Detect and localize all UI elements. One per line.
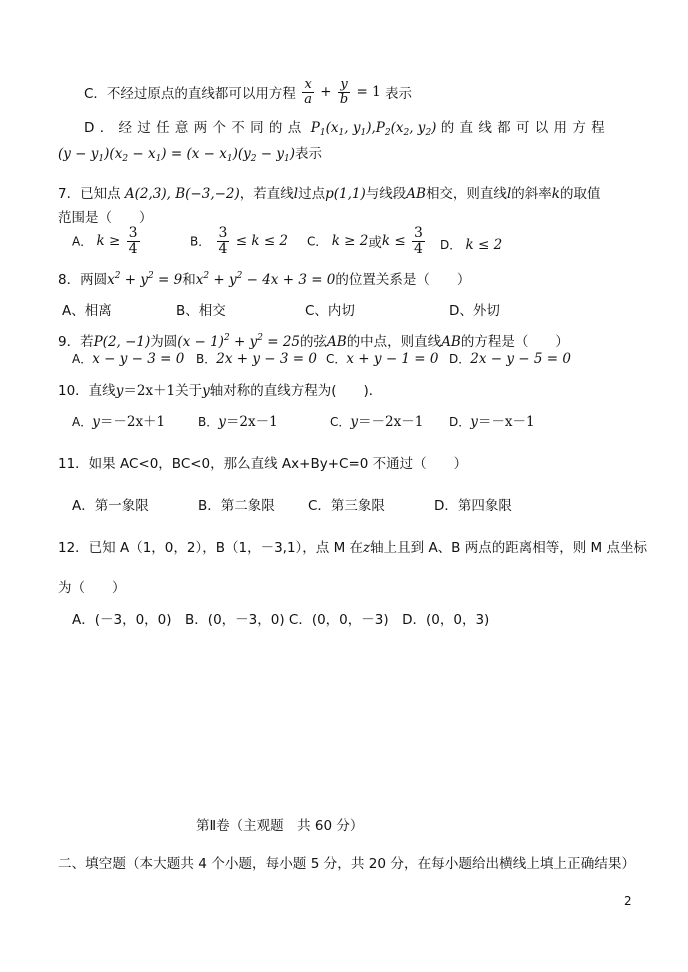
q7-seg: 与线段 (365, 186, 407, 202)
q11-option-a: A．第一象限 (72, 498, 149, 514)
q10-d-label: D． (449, 415, 471, 429)
q10-b-label: B． (198, 415, 219, 429)
q7-c-label: C． (307, 234, 328, 249)
q10-y: y (202, 383, 210, 399)
q11-option-b: B．第二象限 (198, 498, 275, 514)
q10-option-d: D．y＝－x－1 (449, 414, 535, 430)
q7-slope: 的斜率 (511, 186, 552, 202)
q7-a-label: A． (72, 234, 93, 249)
question-11: 11．如果 AC<0，BC<0，那么直线 Ax+By+C=0 不通过（ ） (58, 456, 468, 472)
q7-points: A(2,3), B(−3,−2) (124, 186, 240, 202)
q6d-text: D．经过任意两个不同的点 (84, 120, 307, 136)
q8-option-d: D、外切 (449, 303, 500, 319)
q6c-text: C．不经过原点的直线都可以用方程 (84, 86, 296, 103)
page-number: 2 (624, 894, 632, 908)
q7-option-b: B． $\frac{3}{4}$ ≤ k ≤ 2 (190, 225, 289, 257)
q6d-line2-tail: 表示 (295, 146, 323, 162)
q10-axis: 关于 (175, 383, 203, 399)
q7-range: 的取值 (559, 186, 601, 202)
fraction-3-4: $\frac{3}{4}$ (128, 225, 138, 257)
section-title: 第Ⅱ卷（主观题 共 60 分） (196, 818, 364, 834)
fraction-x-over-a: $\frac{x}{a}$ (304, 77, 312, 107)
q9-mid: 的中点，则直线 (346, 334, 442, 350)
q7-l: l (293, 186, 299, 202)
question-12-line2: 为（ ） (58, 580, 126, 596)
q7-rest: 相交，则直线 (425, 186, 507, 202)
q9-b-label: B． (196, 352, 217, 366)
question-8: 8．两圆$x^2 + y^2 = 9$和$x^2 + y^2 - 4x + 3 = 0$的位置关系是（ ） (58, 271, 471, 288)
q9-option-d: D．2x − y − 5 = 0 (449, 351, 571, 367)
q9-ab: AB (327, 334, 347, 350)
question-7-line1 (58, 182, 600, 202)
q10-c-label: C． (330, 415, 351, 429)
q9-is: 为圆 (150, 334, 178, 350)
q9-option-b: B．2x + y − 3 = 0 (196, 351, 317, 367)
q9-a-label: A． (72, 352, 93, 366)
section-heading: 二、填空题（本大题共 4 个小题，每小题 5 分，共 20 分，在每小题给出横线上填上正确结果） (58, 856, 636, 872)
q7-b-label: B． (190, 234, 211, 249)
q10-option-b: B．y＝2x－1 (198, 414, 278, 430)
q7-option-d: D． k ≤ 2 (440, 237, 503, 253)
q9-d-label: D． (449, 352, 471, 366)
q10-option-a: A．y＝－2x＋1 (72, 414, 166, 430)
q7-lead: 7．已知点 (58, 186, 121, 202)
fraction-y-over-b: $\frac{y}{b}$ (339, 77, 349, 107)
q7-d-label: D． (440, 238, 462, 252)
q8-lead: 8．两圆 (58, 272, 108, 288)
q8-post: 的位置关系是（ ） (335, 272, 471, 288)
q10-post: 轴对称的直线方程为( )． (209, 383, 383, 399)
q10-lead: 10．直线 (58, 383, 116, 399)
fraction-3-4: $\frac{3}{4}$ (413, 225, 423, 257)
q12-tail: 轴上且到 A、B 两点的距离相等，则 M 点坐标 (370, 540, 647, 556)
q6d-points: $P_1(x_1$, $y_1),P_2(x_2$, $y_2$) (310, 120, 437, 138)
q6d-equation: $(y - y_1)(x_2 - x_1) = (x - x_1)(y_2 - y_1)$ (58, 146, 296, 164)
q6d-tail: 的直线都可以用方程 (440, 120, 610, 136)
q11-option-c: C．第三象限 (308, 498, 385, 514)
q7-c-or: 或 (368, 235, 382, 252)
question-9: 9．若P(2, −1)为圆$(x - 1)^2 + y^2 = 25$的弦AB的中点，则直线AB的方程是（ ） (58, 333, 569, 350)
q9-point: P(2, −1) (93, 334, 151, 350)
question-7-line2: 范围是（ ） (58, 210, 153, 226)
q6-option-d-line1 (84, 116, 610, 138)
q12-z: z (363, 540, 371, 556)
question-12 (58, 536, 647, 556)
q9-c-label: C． (326, 352, 347, 366)
q7-ab: AB (406, 186, 426, 202)
fraction-3-4: $\frac{3}{4}$ (218, 225, 228, 257)
q12-lead: 12．已知 A（1，0，2），B（1，－3,1），点 M 在 (58, 540, 364, 556)
q6-option-c: C．不经过原点的直线都可以用方程 $\frac{x}{a}$ + $\frac{y}{b}$ = 1 表示 (84, 77, 413, 107)
q9-ab2: AB (441, 334, 461, 350)
q12-options: A．(－3，0，0) B．(0，－3，0) C．(0，0，－3) D．(0，0，3) (72, 612, 490, 628)
q7-option-c: C． k ≥ 2或k ≤ $\frac{3}{4}$ (307, 225, 423, 257)
q7-option-a: A． k ≥ $\frac{3}{4}$ (72, 225, 138, 257)
q7-l2: l (506, 186, 512, 202)
q8-and: 和 (182, 272, 196, 288)
q7-pass: 过点 (298, 186, 326, 202)
q10-a-label: A． (72, 415, 93, 429)
question-10: 10．直线y＝2x＋1关于y轴对称的直线方程为( )． (58, 383, 383, 399)
q9-option-c: C．x + y − 1 = 0 (326, 351, 439, 367)
q7-k: k (551, 186, 560, 202)
q6-option-d-line2 (58, 142, 322, 164)
q11-option-d: D．第四象限 (434, 498, 512, 514)
q9-chord: 的弦 (300, 334, 328, 350)
q9-eq: 的方程是（ ） (460, 334, 569, 350)
q7-p: p(1,1) (325, 186, 366, 202)
q8-option-c: C、内切 (305, 303, 355, 319)
q8-option-b: B、相交 (176, 303, 226, 319)
q10-option-c: C．y＝－2x－1 (330, 414, 424, 430)
q9-option-a: A．x − y − 3 = 0 (72, 351, 185, 367)
q7-mid: ，若直线 (239, 186, 294, 202)
q9-lead: 9．若 (58, 334, 94, 350)
q6c-tail: 表示 (385, 86, 413, 103)
q8-option-a: A、相离 (62, 303, 112, 319)
